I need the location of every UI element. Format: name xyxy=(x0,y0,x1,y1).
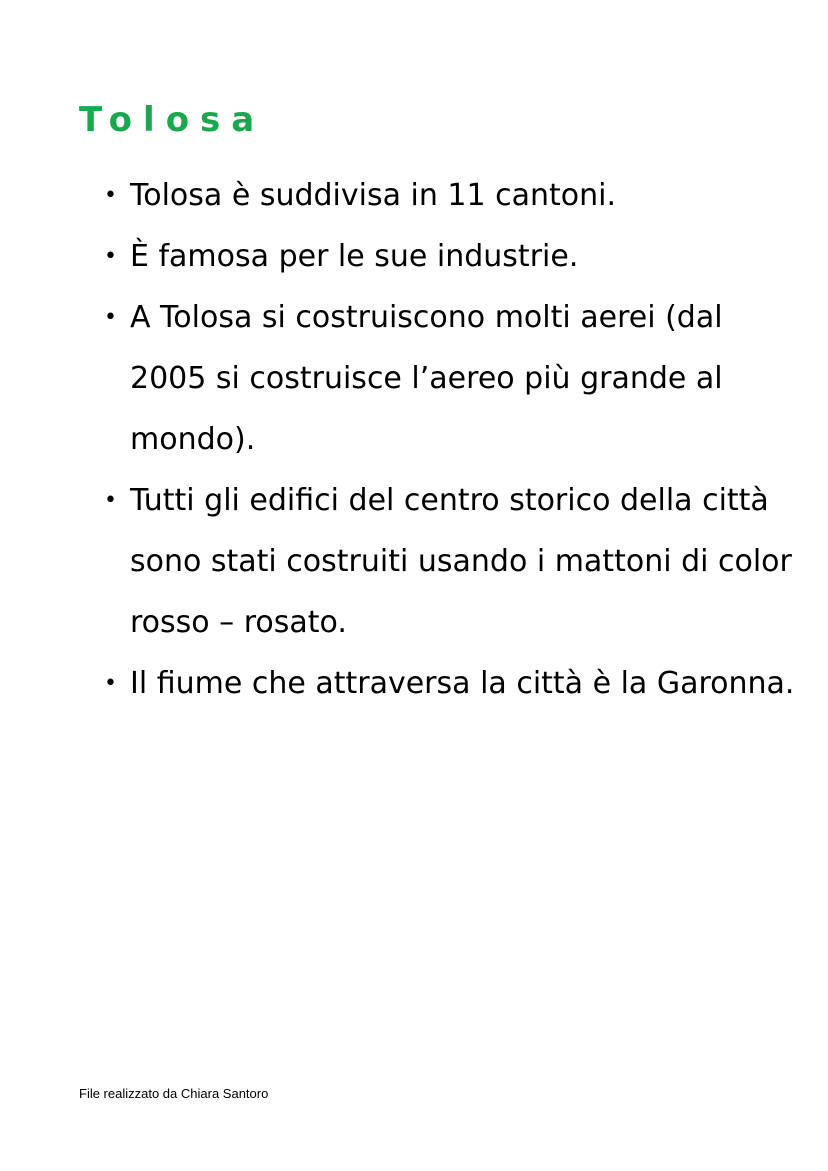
bullet-icon: • xyxy=(104,671,117,696)
list-item xyxy=(104,226,804,287)
list-item xyxy=(104,287,804,470)
footer-credit: File realizzato da Chiara Santoro xyxy=(79,1086,269,1101)
page-title: Tolosa xyxy=(79,100,266,140)
list-item xyxy=(104,653,804,714)
bullet-icon: • xyxy=(104,183,117,208)
list-item-text: A Tolosa si costruiscono molti aerei (dal 2005 si costruisce l’aereo più grande al mondo). xyxy=(130,300,723,457)
list-item xyxy=(104,470,804,653)
list-item-text: Il fiume che attraversa la città è la Garonna. xyxy=(130,666,795,701)
bullet-icon: • xyxy=(104,244,117,269)
list-item-text: Tolosa è suddivisa in 11 cantoni. xyxy=(130,178,617,213)
bullet-icon: • xyxy=(104,305,117,330)
list-item-text: È famosa per le sue industrie. xyxy=(130,239,579,274)
list-item xyxy=(104,165,804,226)
list-item-text: Tutti gli edifici del centro storico della città sono stati costruiti usando i mattoni di color rosso – rosato. xyxy=(130,483,792,640)
bullet-icon: • xyxy=(104,488,117,513)
bullet-list xyxy=(104,165,804,714)
